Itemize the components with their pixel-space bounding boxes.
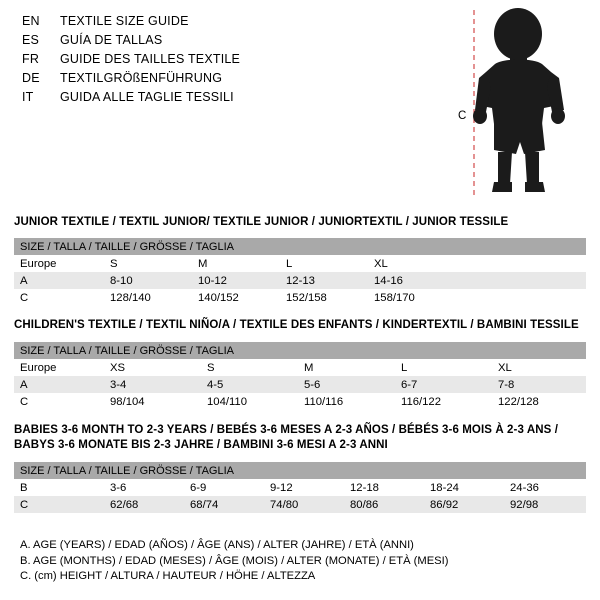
size-header-label: SIZE / TALLA / TAILLE / GRÖSSE / TAGLIA	[14, 342, 586, 359]
cell-empty	[456, 289, 586, 306]
language-code: FR	[22, 52, 40, 66]
row-label: C	[14, 496, 104, 513]
cell: 6-7	[395, 376, 492, 393]
language-title-list	[22, 14, 322, 109]
cell: XS	[104, 359, 201, 376]
babies-section-title-line2: BABYS 3-6 MONATE BIS 2-3 JAHRE / BAMBINI 3-6 MESI A 2-3 ANNI	[14, 439, 388, 451]
figure-measure-label: C	[458, 110, 467, 122]
legend-line-b: B. AGE (MONTHS) / EDAD (MESES) / ÂGE (MOIS) / ALTER (MONATE) / ETÀ (MESI)	[20, 554, 449, 567]
language-title: GUÍA DE TALLAS	[60, 33, 163, 47]
cell: 14-16	[368, 272, 456, 289]
cell: L	[395, 359, 492, 376]
row-label: A	[14, 376, 104, 393]
cell: 158/170	[368, 289, 456, 306]
legend-line-c: C. (cm) HEIGHT / ALTURA / HAUTEUR / HÖHE / ALTEZZA	[20, 570, 316, 582]
row-label: Europe	[14, 359, 104, 376]
row-label: C	[14, 393, 104, 410]
table-header-row	[14, 238, 586, 255]
cell: 92/98	[504, 496, 586, 513]
cell: 104/110	[201, 393, 298, 410]
cell: 3-6	[104, 479, 184, 496]
table-header-row	[14, 342, 586, 359]
cell: 24-36	[504, 479, 586, 496]
table-row	[14, 376, 586, 393]
cell: 12-13	[280, 272, 368, 289]
legend-block	[20, 538, 580, 585]
cell: M	[192, 255, 280, 272]
cell: M	[298, 359, 395, 376]
child-silhouette-icon	[450, 6, 590, 201]
row-label: C	[14, 289, 104, 306]
table-row	[14, 496, 586, 513]
language-title: TEXTILE SIZE GUIDE	[60, 14, 189, 28]
cell: 152/158	[280, 289, 368, 306]
legend-line-a: A. AGE (YEARS) / EDAD (AÑOS) / ÂGE (ANS) / ALTER (JAHRE) / ETÀ (ANNI)	[20, 539, 414, 551]
table-header-row	[14, 462, 586, 479]
junior-section-title: JUNIOR TEXTILE / TEXTIL JUNIOR/ TEXTILE JUNIOR / JUNIORTEXTIL / JUNIOR TESSILE	[14, 216, 509, 228]
babies-section-title-line1: BABIES 3-6 MONTH TO 2-3 YEARS / BEBÉS 3-6 MESES A 2-3 AÑOS / BÉBÉS 3-6 MOIS À 2-3 ANS /	[14, 424, 558, 436]
language-code: EN	[22, 14, 40, 28]
language-row	[22, 71, 322, 90]
table-row	[14, 289, 586, 306]
children-section-title: CHILDREN'S TEXTILE / TEXTIL NIÑO/A / TEXTILE DES ENFANTS / KINDERTEXTIL / BAMBINI TESSILE	[14, 319, 579, 331]
cell-empty	[456, 255, 586, 272]
language-code: IT	[22, 90, 34, 104]
language-title: TEXTILGRÖßENFÜHRUNG	[60, 71, 223, 85]
table-row	[14, 479, 586, 496]
cell: 9-12	[264, 479, 344, 496]
cell: 98/104	[104, 393, 201, 410]
babies-size-table	[14, 462, 586, 513]
cell: 68/74	[184, 496, 264, 513]
row-label: B	[14, 479, 104, 496]
cell: 7-8	[492, 376, 586, 393]
row-label: A	[14, 272, 104, 289]
size-header-label: SIZE / TALLA / TAILLE / GRÖSSE / TAGLIA	[14, 238, 586, 255]
language-code: ES	[22, 33, 40, 47]
size-header-label: SIZE / TALLA / TAILLE / GRÖSSE / TAGLIA	[14, 462, 586, 479]
cell: 74/80	[264, 496, 344, 513]
children-size-table	[14, 342, 586, 410]
cell: 122/128	[492, 393, 586, 410]
cell: XL	[492, 359, 586, 376]
cell: 18-24	[424, 479, 504, 496]
babies-section-title	[14, 423, 558, 453]
cell: 12-18	[344, 479, 424, 496]
cell: 5-6	[298, 376, 395, 393]
row-label: Europe	[14, 255, 104, 272]
cell: 4-5	[201, 376, 298, 393]
language-row	[22, 33, 322, 52]
language-title: GUIDA ALLE TAGLIE TESSILI	[60, 90, 234, 104]
cell: 62/68	[104, 496, 184, 513]
language-row	[22, 14, 322, 33]
cell: L	[280, 255, 368, 272]
table-row	[14, 393, 586, 410]
cell: 140/152	[192, 289, 280, 306]
cell: 3-4	[104, 376, 201, 393]
cell: S	[201, 359, 298, 376]
cell: 86/92	[424, 496, 504, 513]
language-row	[22, 52, 322, 71]
table-row	[14, 359, 586, 376]
language-code: DE	[22, 71, 40, 85]
language-row	[22, 90, 322, 109]
table-row	[14, 255, 586, 272]
cell: 10-12	[192, 272, 280, 289]
child-silhouette-figure	[450, 6, 590, 201]
table-row	[14, 272, 586, 289]
cell: XL	[368, 255, 456, 272]
cell: 80/86	[344, 496, 424, 513]
language-title: GUIDE DES TAILLES TEXTILE	[60, 52, 241, 66]
cell-empty	[456, 272, 586, 289]
cell: 128/140	[104, 289, 192, 306]
cell: S	[104, 255, 192, 272]
cell: 6-9	[184, 479, 264, 496]
cell: 8-10	[104, 272, 192, 289]
junior-size-table	[14, 238, 586, 306]
cell: 116/122	[395, 393, 492, 410]
cell: 110/116	[298, 393, 395, 410]
